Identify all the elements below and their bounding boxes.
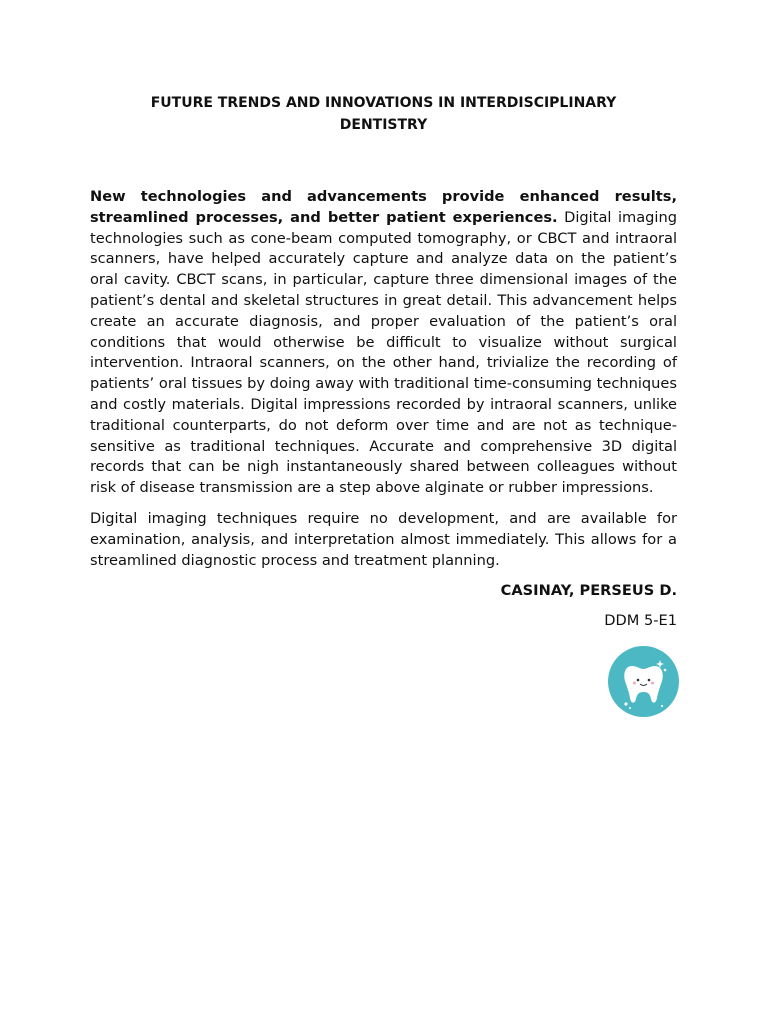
paragraph-1 bbox=[90, 187, 677, 499]
tooth-logo-svg bbox=[608, 646, 679, 717]
sparkle-dot bbox=[624, 702, 627, 705]
tooth-cheek-right bbox=[651, 682, 654, 685]
paragraph-1-lead: New technologies and advancements provide enhanced results, streamlined processes, and better patient experiences. bbox=[90, 188, 677, 226]
paragraph-2: Digital imaging techniques require no development, and are available for examination, analysis, and interpretation almost immediately. This allows for a streamlined diagnostic process and treatment planning. bbox=[90, 509, 677, 569]
section-label: DDM 5-E1 bbox=[604, 612, 677, 630]
tooth-cheek-left bbox=[633, 682, 636, 685]
document-title: FUTURE TRENDS AND INNOVATIONS IN INTERDISCIPLINARY DENTISTRY bbox=[150, 95, 617, 133]
sparkle-dot bbox=[661, 705, 663, 707]
sparkle-dot bbox=[664, 669, 667, 672]
tooth-eye-right bbox=[648, 679, 651, 682]
author-name: CASINAY, PERSEUS D. bbox=[500, 582, 677, 600]
tooth-icon bbox=[608, 646, 679, 717]
paragraph-1-body: Digital imaging technologies such as cone-beam computed tomography, or CBCT and intraoral scanners, have helped accurately capture and analyze data on the patient’s oral cavity. CBCT scans, in particular, capture three dimensional images of the patient’s dental and skeletal structures in great detail. This advancement helps create an accurate diagnosis, and proper evaluation of the patient’s oral conditions that would otherwise be difficult to visualize without surgical intervention. Intraoral scanners, on the other hand, trivialize the recording of patients’ oral tissues by doing away with traditional time-consuming techniques and costly materials. Digital impressions recorded by intraoral scanners, unlike traditional counterparts, do not deform over time and are not as technique-sensitive as traditional techniques. Accurate and comprehensive 3D digital records that can be nigh instantaneously shared between colleagues without risk of disease transmission are a step above alginate or rubber impressions. bbox=[90, 208, 677, 497]
tooth-eye-left bbox=[637, 679, 640, 682]
document-page bbox=[90, 92, 677, 631]
sparkle-dot bbox=[629, 707, 631, 709]
